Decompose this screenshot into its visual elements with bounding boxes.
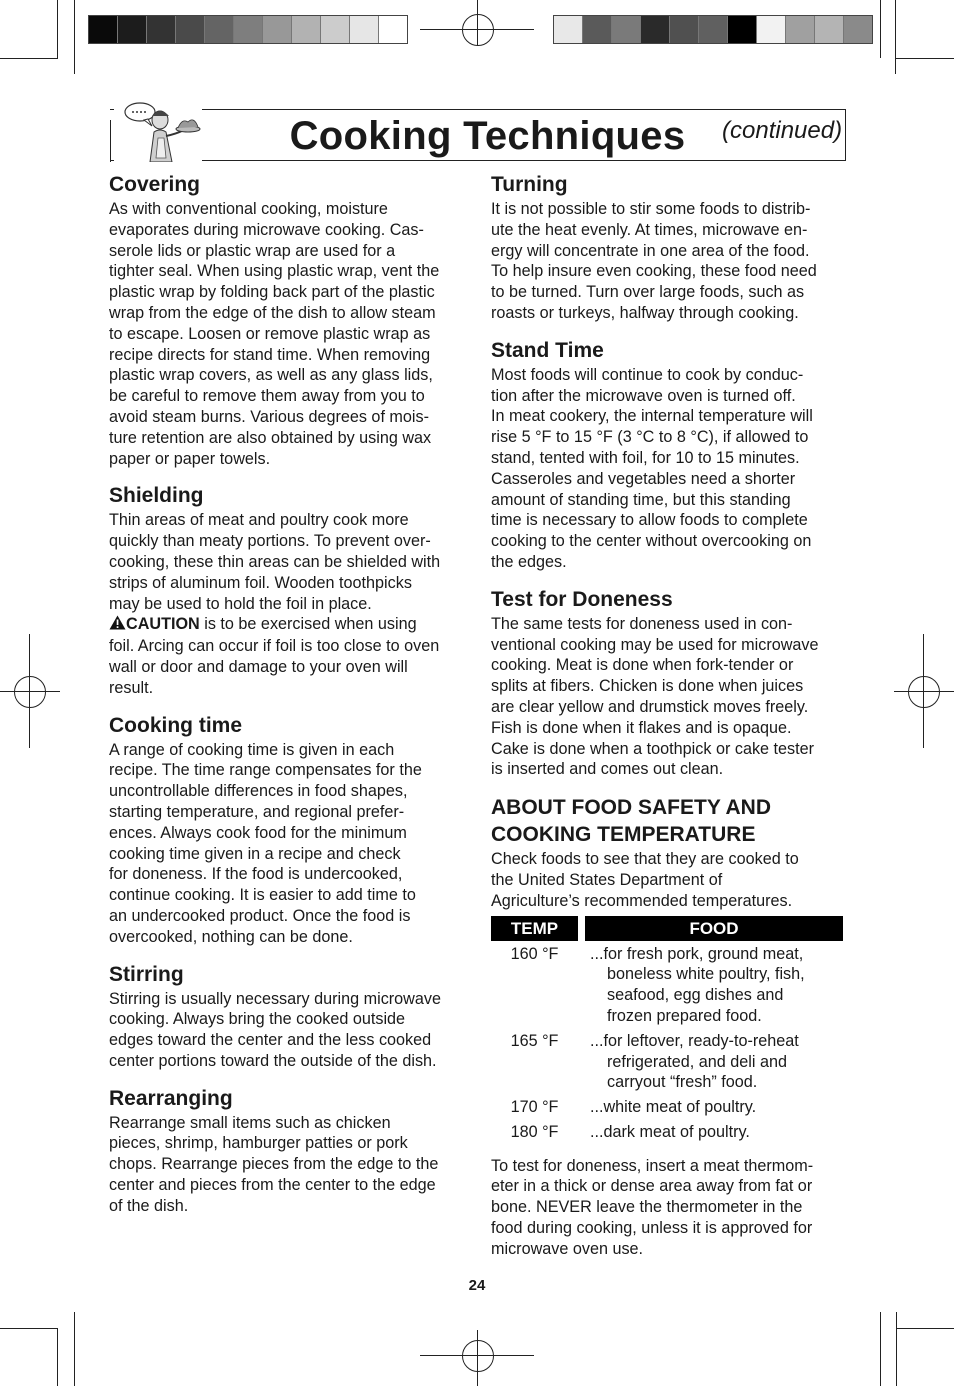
text-line: may be used to hold the foil in place. — [109, 594, 372, 613]
text-line: ...for fresh pork, ground meat, — [590, 944, 804, 963]
text-line: cooking to the center without overcooking on — [491, 532, 812, 551]
text-line: recipe directs for stand time. When removing — [109, 345, 431, 364]
text-line: ture retention are also obtained by using wax — [109, 428, 432, 447]
color-swatch — [350, 16, 379, 43]
text-line: cooking. Meat is done when fork-tender or — [491, 656, 794, 675]
text-line: ABOUT FOOD SAFETY AND — [491, 796, 772, 820]
text-line: pieces, shrimp, hamburger patties or pork — [109, 1134, 408, 1153]
heading-stand-time: Stand Time — [491, 338, 604, 362]
header-food: FOOD — [585, 916, 843, 941]
rearranging-text — [109, 1113, 465, 1217]
color-swatch — [728, 16, 757, 43]
table-body — [491, 944, 843, 1143]
left-column — [109, 172, 465, 1217]
text-line: Cake is done when a toothpick or cake tester — [491, 739, 815, 758]
text-line: cooking, these thin areas can be shielded with — [109, 552, 441, 571]
page-subtitle: (continued) — [722, 117, 843, 144]
text-line: quickly than meaty portions. To prevent over- — [109, 532, 431, 551]
food-cell — [578, 1097, 843, 1118]
text-line: foil. Arcing can occur if foil is too close to oven — [109, 637, 440, 656]
color-swatch — [554, 16, 583, 43]
text-line: amount of standing time, but this standing — [491, 490, 791, 509]
text-line: Fish is done when it flakes and is opaque. — [491, 718, 792, 737]
color-swatch — [757, 16, 786, 43]
text-line: ences. Always cook food for the minimum — [109, 823, 407, 842]
text-line: ...white meat of poultry. — [590, 1098, 757, 1117]
temperature-table — [491, 916, 843, 1143]
color-bar-left — [88, 15, 408, 44]
header-temp: TEMP — [491, 916, 578, 941]
thermometer-text — [491, 1156, 845, 1260]
text-line: for doneness. If the food is undercooked, — [109, 865, 403, 884]
text-line: ...for leftover, ready-to-reheat — [590, 1031, 799, 1050]
text-line: be careful to remove them away from you to — [109, 387, 425, 406]
text-line: Most foods will continue to cook by conduc- — [491, 365, 804, 384]
text-line: Thin areas of meat and poultry cook more — [109, 511, 409, 530]
warning-triangle-icon — [109, 615, 126, 636]
color-swatch — [815, 16, 844, 43]
text-line: frozen prepared food. — [607, 1006, 762, 1025]
text-line: evaporates during microwave cooking. Cas- — [109, 220, 424, 239]
section-rearranging — [109, 1086, 465, 1217]
color-swatch — [583, 16, 612, 43]
text-line: ute the heat evenly. At times, microwave en- — [491, 220, 808, 239]
text-line: of the dish. — [109, 1196, 189, 1215]
color-swatch — [89, 16, 118, 43]
text-line: boneless white poultry, fish, — [607, 965, 805, 984]
color-swatch — [786, 16, 815, 43]
table-row — [491, 1122, 843, 1143]
text-line: It is not possible to stir some foods to distrib- — [491, 200, 811, 218]
text-line: splits at fibers. Chicken is done when juices — [491, 677, 804, 696]
color-swatch — [844, 16, 872, 43]
text-line: microwave oven use. — [491, 1239, 644, 1258]
table-row — [491, 944, 843, 1027]
heading-turning: Turning — [491, 173, 568, 196]
caution-label: CAUTION — [126, 615, 200, 634]
section-shielding — [109, 483, 465, 698]
color-swatch — [234, 16, 263, 43]
heading-cooking-time: Cooking time — [109, 713, 243, 737]
text-line: the edges. — [491, 552, 567, 571]
color-swatch — [321, 16, 350, 43]
text-line: uncontrollable differences in food shapes, — [109, 782, 408, 801]
text-line: an undercooked product. Once the food is — [109, 906, 411, 925]
text-line: time is necessary to allow foods to complete — [491, 511, 808, 530]
text-line: Casseroles and vegetables need a shorter — [491, 469, 796, 488]
text-line: wrap from the edge of the dish to allow steam — [109, 303, 436, 322]
text-line: wall or door and damage to your oven will — [109, 657, 408, 676]
page-title: Cooking Techniques — [289, 114, 686, 158]
text-line: result. — [109, 678, 154, 697]
table-row — [491, 1097, 843, 1118]
text-line: cooking time given in a recipe and check — [109, 844, 401, 863]
text-line: to escape. Loosen or remove plastic wrap as — [109, 324, 431, 343]
section-turning — [491, 172, 845, 324]
color-swatch — [176, 16, 205, 43]
color-swatch — [147, 16, 176, 43]
heading-stirring: Stirring — [109, 962, 184, 986]
text-line: To help insure even cooking, these food need — [491, 262, 817, 281]
cooking-time-text — [109, 740, 465, 948]
text-line: ventional cooking may be used for microwave — [491, 635, 819, 654]
color-swatch — [118, 16, 147, 43]
color-swatch — [699, 16, 728, 43]
heading-rearranging: Rearranging — [109, 1086, 233, 1110]
text-line: the United States Department of — [491, 870, 723, 889]
text-line: are clear yellow and drumstick moves freely. — [491, 697, 809, 716]
stirring-text — [109, 989, 465, 1072]
caution-text — [109, 614, 465, 636]
text-line: overcooked, nothing can be done. — [109, 927, 353, 946]
text-line: center and pieces from the center to the edge — [109, 1176, 436, 1195]
color-swatch — [292, 16, 321, 43]
doneness-text — [491, 614, 845, 780]
text-line: carryout “fresh” food. — [607, 1073, 758, 1092]
shielding-text — [109, 510, 465, 614]
section-cooking-time — [109, 713, 465, 948]
text-line: Check foods to see that they are cooked to — [491, 850, 799, 869]
text-line: eter in a thick or dense area away from fat or — [491, 1177, 813, 1196]
text-line: plastic wrap covers, as well as any glass lids, — [109, 366, 433, 385]
text-line: serole lids or plastic wrap are used for a — [109, 241, 396, 260]
temp-cell: 160 °F — [510, 944, 559, 963]
text-line: continue cooking. It is easier to add time to — [109, 886, 416, 905]
text-line: recipe. The time range compensates for the — [109, 761, 422, 780]
text-line: roasts or turkeys, halfway through cooking. — [491, 303, 799, 322]
color-swatch — [379, 16, 407, 43]
caution-first-line: is to be exercised when using — [199, 615, 417, 634]
text-line: refrigerated, and deli and — [607, 1052, 787, 1071]
temp-cell: 170 °F — [510, 1098, 559, 1117]
table-header — [491, 916, 843, 941]
text-line: seafood, egg dishes and — [607, 986, 784, 1005]
text-line: rise 5 °F to 15 °F (3 °C to 8 °C), if allowed to — [491, 428, 809, 447]
heading-shielding: Shielding — [109, 484, 204, 508]
table-row — [491, 1031, 843, 1093]
food-cell — [578, 1122, 843, 1143]
color-swatch — [641, 16, 670, 43]
section-doneness — [491, 587, 845, 780]
text-line: COOKING TEMPERATURE — [491, 823, 756, 847]
text-line: Stirring is usually necessary during microwave — [109, 989, 441, 1008]
text-line: paper or paper towels. — [109, 449, 271, 468]
section-stand-time — [491, 338, 845, 573]
text-line: In meat cookery, the internal temperature will — [491, 407, 813, 426]
text-line: cooking. Always bring the cooked outside — [109, 1010, 406, 1029]
section-stirring — [109, 962, 465, 1072]
text-line: avoid steam burns. Various degrees of mois- — [109, 407, 430, 426]
heading-doneness: Test for Doneness — [491, 587, 673, 611]
section-covering — [109, 172, 465, 469]
food-safety-intro — [491, 849, 845, 911]
text-line: stand, tented with foil, for 10 to 15 minutes. — [491, 448, 800, 467]
text-line: tion after the microwave oven is turned off. — [491, 386, 796, 405]
text-line: To test for doneness, insert a meat thermom- — [491, 1156, 814, 1175]
caution-continuation — [109, 636, 465, 698]
text-line: Rearrange small items such as chicken — [109, 1113, 391, 1132]
text-line: starting temperature, and regional prefer- — [109, 802, 405, 821]
heading-covering: Covering — [109, 173, 201, 196]
color-swatch — [205, 16, 234, 43]
temp-cell: 180 °F — [510, 1122, 559, 1141]
text-line: A range of cooking time is given in each — [109, 740, 395, 759]
page-number: 24 — [468, 1277, 486, 1294]
text-line: plastic wrap by folding back part of the plastic — [109, 283, 435, 302]
right-column — [491, 172, 845, 1260]
stand-time-text — [491, 365, 845, 573]
text-line: to be turned. Turn over large foods, such as — [491, 283, 805, 302]
color-swatch — [263, 16, 292, 43]
temp-cell: 165 °F — [510, 1031, 559, 1050]
text-line: bone. NEVER leave the thermometer in the — [491, 1198, 803, 1217]
text-line: tighter seal. When using plastic wrap, vent the — [109, 262, 440, 281]
text-line: is inserted and comes out clean. — [491, 760, 724, 779]
covering-text — [109, 199, 465, 469]
text-line: Agriculture’s recommended temperatures. — [491, 891, 793, 910]
text-line: strips of aluminum foil. Wooden toothpicks — [109, 573, 412, 592]
color-swatch — [612, 16, 641, 43]
section-food-safety — [491, 794, 845, 1260]
food-cell — [578, 1031, 843, 1093]
heading-food-safety — [491, 794, 845, 848]
food-cell — [578, 944, 843, 1027]
text-line: ergy will concentrate in one area of the food. — [491, 241, 810, 260]
text-line: center portions toward the outside of the dish. — [109, 1051, 437, 1070]
text-line: ...dark meat of poultry. — [590, 1122, 750, 1141]
color-bar-right — [553, 15, 873, 44]
text-line: edges toward the center and the less cooked — [109, 1031, 432, 1050]
text-line: chops. Rearrange pieces from the edge to the — [109, 1155, 439, 1174]
text-line: food during cooking, unless it is approved for — [491, 1219, 813, 1238]
color-swatch — [670, 16, 699, 43]
text-line: The same tests for doneness used in con- — [491, 614, 793, 633]
text-line: As with conventional cooking, moisture — [109, 200, 388, 218]
turning-text — [491, 199, 845, 324]
